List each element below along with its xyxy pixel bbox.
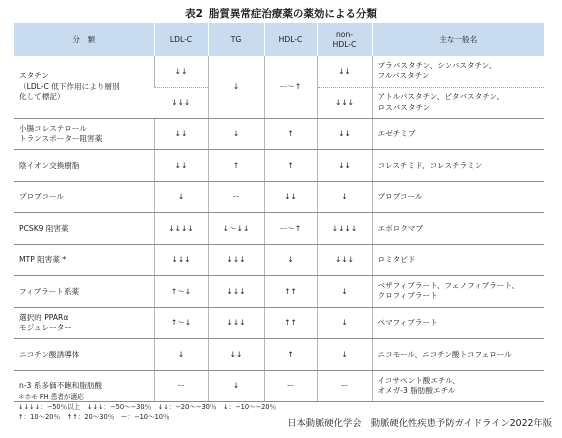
footnote-legend-increase: ↑：10〜20％ ↑↑：20〜30％ ー：−10〜10％ <box>18 413 170 421</box>
table-row-statin-a <box>14 56 544 87</box>
table-row <box>14 307 544 339</box>
header-hdl-c: HDL-C <box>264 23 317 56</box>
cell-ldl-c: ↓ <box>154 339 208 371</box>
cell-generic-names: エゼチミブ <box>372 118 544 150</box>
table-row <box>14 276 544 308</box>
cell-hdl-c: ー～↑ <box>264 213 317 245</box>
table-row <box>14 244 544 276</box>
table-row <box>14 181 544 213</box>
cell-generic-names: コレスチミド、コレスチラミン <box>372 150 544 182</box>
table-title <box>0 6 562 21</box>
cell-non-hdl-c: ↓ <box>317 339 372 371</box>
cell-category: MTP 阻害薬 * <box>14 244 154 276</box>
cell-category: n-3 系多価不飽和脂肪酸 <box>14 370 154 402</box>
header-tg: TG <box>208 23 264 56</box>
cell-ldl-c: ↓↓ <box>154 56 208 87</box>
cell-hdl-c: ↑ <box>264 339 317 371</box>
cell-hdl-c: ↑↑ <box>264 307 317 339</box>
cell-generic-names: ベザフィブラート、フェノフィブラート、 クロフィブラート <box>372 276 544 308</box>
cell-hdl-c: ー <box>264 370 317 402</box>
cell-ldl-c: ↓↓ <box>154 150 208 182</box>
cell-generic-names: プラバスタチン、シンバスタチン、 フルバスタチン <box>372 56 544 87</box>
cell-category: プロブコール <box>14 181 154 213</box>
cell-non-hdl-c: ↓↓ <box>317 118 372 150</box>
header-generic-names: 主な一般名 <box>372 23 544 56</box>
cell-hdl-c: ↓↓ <box>264 181 317 213</box>
table-row <box>14 370 544 402</box>
footnote-legend-decrease: ↓↓↓↓：−50％以上 ↓↓↓：−50〜−30％ ↓↓：−20〜−30％ ↓：−10〜−20％ <box>18 403 277 411</box>
table-row <box>14 118 544 150</box>
cell-category: 選択的 PPARα モジュレーター <box>14 307 154 339</box>
cell-category: スタチン （LDL-C 低下作用により層別 化して標記） <box>14 56 154 118</box>
footnote-ho-fh: ＊ホモ FH 患者が適応 <box>18 393 84 401</box>
header-non-hdl-c: non- HDL-C <box>317 23 372 56</box>
table-caption: 脂質異常症治療薬の薬効による分類 <box>208 8 377 20</box>
table-row <box>14 339 544 371</box>
drug-classification-table <box>14 23 544 402</box>
cell-non-hdl-c: ー <box>317 370 372 402</box>
cell-generic-names: エボロクマブ <box>372 213 544 245</box>
cell-hdl-c: ー～↑ <box>264 56 317 118</box>
cell-ldl-c: ↓ <box>154 181 208 213</box>
header-ldl-c: LDL-C <box>154 23 208 56</box>
cell-generic-names: イコサペント酸エチル、 オメガ-3 脂肪酸エチル <box>372 370 544 402</box>
cell-non-hdl-c: ↓↓ <box>317 56 372 87</box>
cell-tg: ↓ <box>208 118 264 150</box>
cell-ldl-c: ↑～↓ <box>154 276 208 308</box>
source-citation: 日本動脈硬化学会 動脈硬化性疾患予防ガイドライン2022年版 <box>287 418 552 429</box>
cell-tg: ↓ <box>208 56 264 118</box>
cell-tg: ー <box>208 181 264 213</box>
cell-category: 陰イオン交換樹脂 <box>14 150 154 182</box>
cell-tg: ↓↓↓ <box>208 276 264 308</box>
cell-generic-names: アトルバスタチン、ピタバスタチン、 ロスバスタチン <box>372 87 544 118</box>
header-row <box>14 23 544 56</box>
cell-generic-names: プロブコール <box>372 181 544 213</box>
cell-tg: ↓↓↓ <box>208 307 264 339</box>
cell-tg: ↓ <box>208 370 264 402</box>
cell-category: フィブラート系薬 <box>14 276 154 308</box>
cell-non-hdl-c: ↓↓↓↓ <box>317 213 372 245</box>
table-row <box>14 150 544 182</box>
cell-non-hdl-c: ↓ <box>317 181 372 213</box>
cell-ldl-c: ↓↓↓ <box>154 244 208 276</box>
cell-tg: ↓～↓↓ <box>208 213 264 245</box>
cell-non-hdl-c: ↓ <box>317 307 372 339</box>
cell-category: 小腸コレステロール トランスポーター阻害薬 <box>14 118 154 150</box>
header-category: 分 類 <box>14 23 154 56</box>
table-row <box>14 213 544 245</box>
cell-non-hdl-c: ↓ <box>317 276 372 308</box>
cell-hdl-c: ↓ <box>264 244 317 276</box>
cell-category: ニコチン酸誘導体 <box>14 339 154 371</box>
cell-non-hdl-c: ↓↓↓ <box>317 244 372 276</box>
cell-tg: ↓↓ <box>208 339 264 371</box>
cell-ldl-c: ↑～↓ <box>154 307 208 339</box>
cell-generic-names: ロミタピド <box>372 244 544 276</box>
cell-tg: ↓↓↓ <box>208 244 264 276</box>
cell-ldl-c: ↓↓↓↓ <box>154 213 208 245</box>
cell-non-hdl-c: ↓↓ <box>317 150 372 182</box>
cell-generic-names: ニコモール、ニコチン酸トコフェロール <box>372 339 544 371</box>
table-number: 表2 <box>185 8 203 20</box>
cell-hdl-c: ↑↑ <box>264 276 317 308</box>
cell-ldl-c: ↓↓↓ <box>154 87 208 118</box>
cell-tg: ↑ <box>208 150 264 182</box>
cell-category: PCSK9 阻害薬 <box>14 213 154 245</box>
cell-non-hdl-c: ↓↓↓ <box>317 87 372 118</box>
cell-hdl-c: ↑ <box>264 118 317 150</box>
cell-ldl-c: ー <box>154 370 208 402</box>
cell-ldl-c: ↓↓ <box>154 118 208 150</box>
cell-hdl-c: ↑ <box>264 150 317 182</box>
cell-generic-names: ペマフィブラート <box>372 307 544 339</box>
